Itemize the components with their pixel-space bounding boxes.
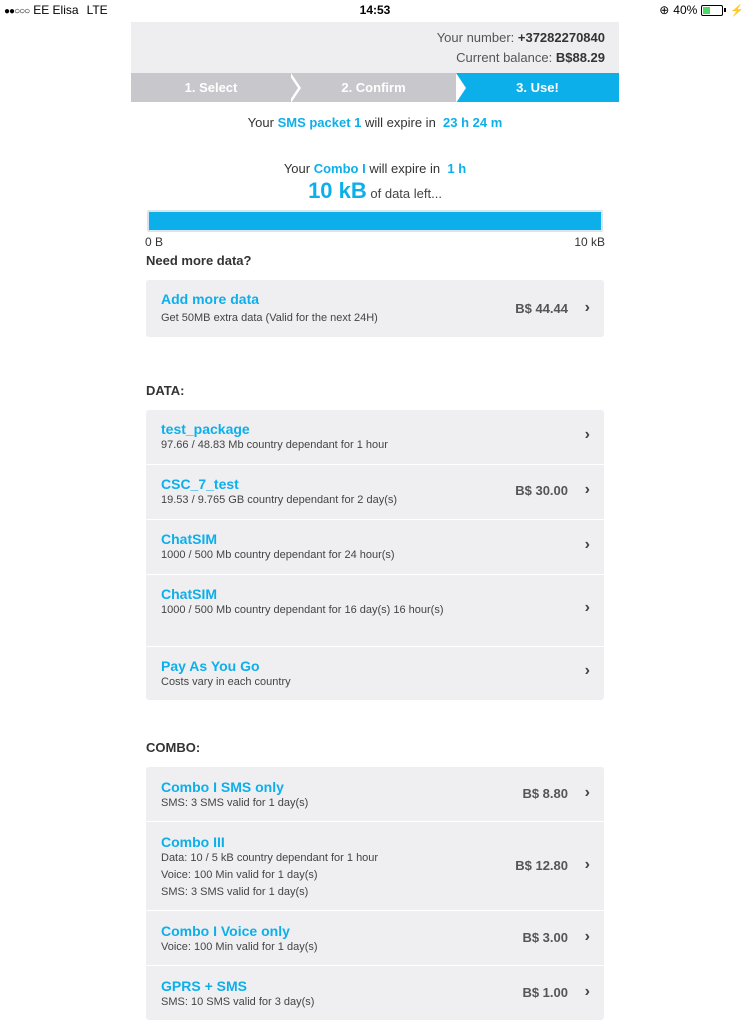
package-title: test_package [161, 421, 250, 437]
balance-label: Current balance: [456, 50, 556, 65]
package-details: 1000 / 500 Mb country dependant for 16 day(s) 16 hour(s) [161, 604, 444, 616]
package-title: CSC_7_test [161, 476, 239, 492]
package-price: B$ 30.00 [515, 483, 568, 498]
your-number [437, 30, 605, 45]
sms-expiry-text: will expire in [361, 115, 440, 130]
need-more-data-heading: Need more data? [146, 253, 252, 268]
package-title: Combo III [161, 834, 225, 850]
combo-expiry-notice [131, 161, 619, 176]
data-progress-bar [147, 210, 603, 232]
data-left-amount: 10 kB [308, 178, 367, 203]
data-packages-list [146, 410, 604, 700]
list-item[interactable] [146, 911, 604, 966]
package-details: SMS: 10 SMS valid for 3 day(s) [161, 996, 315, 1008]
status-time: 14:53 [359, 3, 391, 17]
chevron-right-icon: › [584, 426, 590, 443]
current-balance [456, 50, 605, 65]
package-details: SMS: 3 SMS valid for 1 day(s) [161, 797, 309, 809]
add-more-data-title: Add more data [161, 291, 260, 307]
list-item[interactable] [146, 410, 604, 465]
combo-expiry-time: 1 h [447, 161, 467, 176]
number-label: Your number: [436, 30, 518, 45]
data-section-heading: DATA: [146, 383, 185, 398]
data-progress-fill [149, 212, 601, 230]
battery-percent: 40% [673, 3, 698, 17]
rotation-lock-icon: ⊕ [659, 3, 670, 17]
combo-section-heading: COMBO: [146, 740, 201, 755]
list-item[interactable] [146, 822, 604, 911]
list-item[interactable] [146, 575, 604, 647]
combo-packet-name: Combo I [313, 161, 366, 176]
signal-strength-icon: ●●○○○ [4, 6, 30, 17]
sms-packet-name: SMS packet 1 [277, 115, 362, 130]
battery-icon [701, 5, 723, 16]
chevron-right-icon: › [584, 928, 590, 945]
network-type: LTE [86, 3, 108, 17]
chevron-right-icon: › [584, 983, 590, 1000]
step-select[interactable]: 1. Select [184, 80, 238, 95]
list-item[interactable] [146, 520, 604, 575]
package-title: ChatSIM [161, 531, 217, 547]
chevron-right-icon: › [584, 481, 590, 498]
step-use[interactable]: 3. Use! [456, 73, 619, 102]
chevron-right-icon: › [584, 856, 590, 873]
package-title: GPRS + SMS [161, 978, 247, 994]
step-divider [456, 73, 466, 102]
battery-level [703, 7, 710, 14]
package-title: Combo I Voice only [161, 923, 290, 939]
list-item[interactable] [146, 647, 604, 700]
step-progress [131, 73, 619, 102]
step-divider [288, 73, 298, 102]
chevron-right-icon: › [584, 784, 590, 801]
package-price: B$ 8.80 [522, 786, 568, 801]
list-item[interactable] [146, 767, 604, 822]
chevron-right-icon: › [584, 536, 590, 553]
progress-min-label: 0 B [145, 235, 164, 249]
number-value: +37282270840 [517, 30, 605, 45]
sms-expiry-time: 23 h 24 m [443, 115, 503, 130]
package-price: B$ 1.00 [522, 985, 568, 1000]
combo-expiry-text: will expire in [365, 161, 444, 176]
charging-icon: ⚡ [730, 4, 744, 17]
sms-expiry-notice [131, 115, 619, 130]
battery-tip [724, 8, 726, 12]
list-item[interactable] [146, 966, 604, 1020]
main-panel [131, 22, 619, 1020]
progress-labels [145, 235, 605, 249]
package-details: Voice: 100 Min valid for 1 day(s) [161, 941, 318, 953]
add-more-data-button[interactable] [146, 280, 604, 337]
balance-value: B$88.29 [555, 50, 605, 65]
package-details: SMS: 3 SMS valid for 1 day(s) [161, 886, 309, 898]
data-left [131, 178, 619, 204]
step-confirm[interactable]: 2. Confirm [341, 80, 406, 95]
package-details: 97.66 / 48.83 Mb country dependant for 1 hour [161, 439, 388, 451]
package-price: B$ 12.80 [515, 858, 568, 873]
status-right [659, 3, 744, 17]
data-left-suffix: of data left... [366, 186, 442, 201]
package-title: Combo I SMS only [161, 779, 284, 795]
add-more-data-price: B$ 44.44 [515, 301, 568, 316]
package-title: Pay As You Go [161, 658, 260, 674]
add-more-data-subtitle: Get 50MB extra data (Valid for the next 24H) [161, 312, 378, 324]
chevron-right-icon: › [584, 299, 590, 316]
progress-max-label: 10 kB [574, 235, 605, 249]
combo-packages-list [146, 767, 604, 1020]
package-details: 19.53 / 9.765 GB country dependant for 2 day(s) [161, 494, 398, 506]
combo-expiry-text: Your [283, 161, 314, 176]
list-item[interactable] [146, 465, 604, 520]
package-title: ChatSIM [161, 586, 217, 602]
status-bar [0, 0, 750, 20]
sms-expiry-text: Your [247, 115, 278, 130]
package-price: B$ 3.00 [522, 930, 568, 945]
package-details: Costs vary in each country [161, 676, 291, 688]
chevron-right-icon: › [584, 662, 590, 679]
carrier-name: EE Elisa [33, 3, 79, 17]
package-details: Data: 10 / 5 kB country dependant for 1 hour [161, 852, 379, 864]
package-details: 1000 / 500 Mb country dependant for 24 hour(s) [161, 549, 395, 561]
chevron-right-icon: › [584, 599, 590, 616]
package-details: Voice: 100 Min valid for 1 day(s) [161, 869, 318, 881]
account-header [131, 22, 619, 73]
